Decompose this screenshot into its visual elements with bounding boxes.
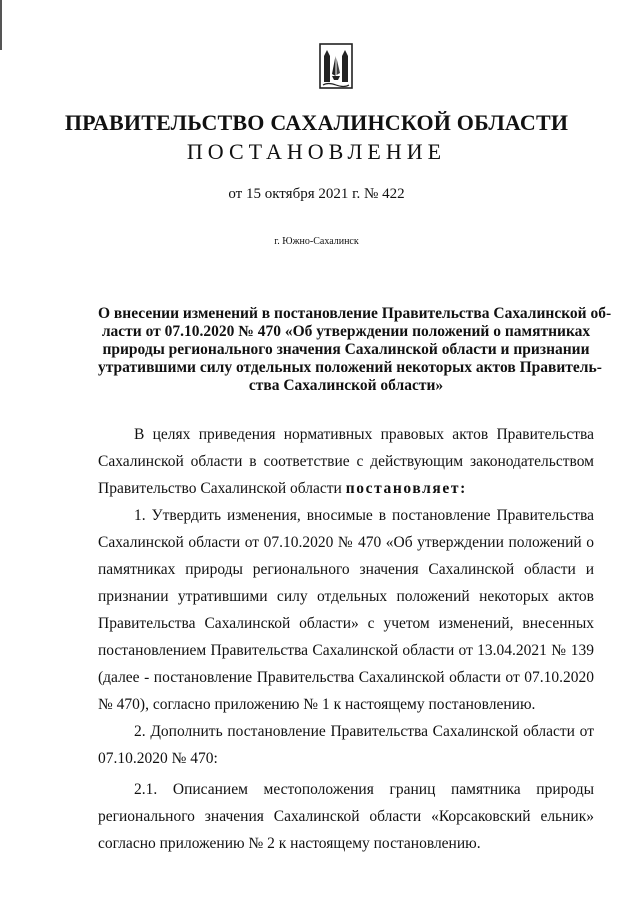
sakhalin-coat-of-arms-icon: [318, 42, 354, 90]
document-subject: [98, 305, 612, 395]
paragraph-line: Правительства Сахалинской области» с учетом изменений, внесенных: [98, 615, 594, 632]
paragraph-line: постановлением Правительства Сахалинской области от 13.04.2021 № 139: [98, 642, 594, 659]
paragraph-text: Правительство Сахалинской области: [98, 480, 342, 497]
paragraph-line: В целях приведения нормативных правовых актов Правительства: [134, 426, 594, 443]
paragraph-line: Сахалинской области от 07.10.2020 № 470 «Об утверждении положений о: [98, 534, 594, 551]
document-city: г. Южно-Сахалинск: [274, 236, 359, 247]
decision-keyword: постановляет:: [345, 480, 467, 497]
paragraph-line: № 470), согласно приложению № 1 к настоящему постановлению.: [98, 696, 536, 713]
government-name: ПРАВИТЕЛЬСТВО САХАЛИНСКОЙ ОБЛАСТИ: [64, 110, 569, 135]
paragraph-line: 2.1. Описанием местоположения границ памятника природы: [134, 781, 594, 798]
paragraph-line: признании утратившими силу отдельных положений некоторых актов: [98, 588, 594, 605]
paragraph-line: [98, 475, 594, 502]
paragraph-line: (далее - постановление Правительства Сахалинской области от 07.10.2020: [98, 669, 594, 686]
paragraph-line: 07.10.2020 № 470:: [98, 750, 218, 767]
paragraph-line: Сахалинской области в соответствие с действующим законодательством: [98, 453, 594, 470]
paragraph-line: 1. Утвердить изменения, вносимые в постановление Правительства: [134, 507, 594, 524]
subject-line: природы регионального значения Сахалинской области и признании: [102, 341, 590, 358]
paragraph-line: регионального значения Сахалинской области «Корсаковский ельник»: [98, 808, 594, 825]
subject-line: О внесении изменений в постановление Правительства Сахалинской об-: [98, 305, 612, 322]
scan-edge-line: [0, 0, 2, 50]
document-date-number: от 15 октября 2021 г. № 422: [228, 186, 405, 202]
subject-line: утратившими силу отдельных положений некоторых актов Правитель-: [98, 359, 602, 376]
paragraph-line: 2. Дополнить постановление Правительства Сахалинской области от: [134, 723, 594, 740]
document-type: ПОСТАНОВЛЕНИЕ: [186, 139, 447, 164]
subject-line: ласти от 07.10.2020 № 470 «Об утверждении положений о памятниках: [101, 323, 591, 340]
document-body: [98, 421, 594, 857]
paragraph-line: памятниках природы регионального значения Сахалинской области и: [98, 561, 594, 578]
subject-line: ства Сахалинской области»: [248, 377, 444, 394]
paragraph-line: согласно приложению № 2 к настоящему постановлению.: [98, 835, 481, 852]
